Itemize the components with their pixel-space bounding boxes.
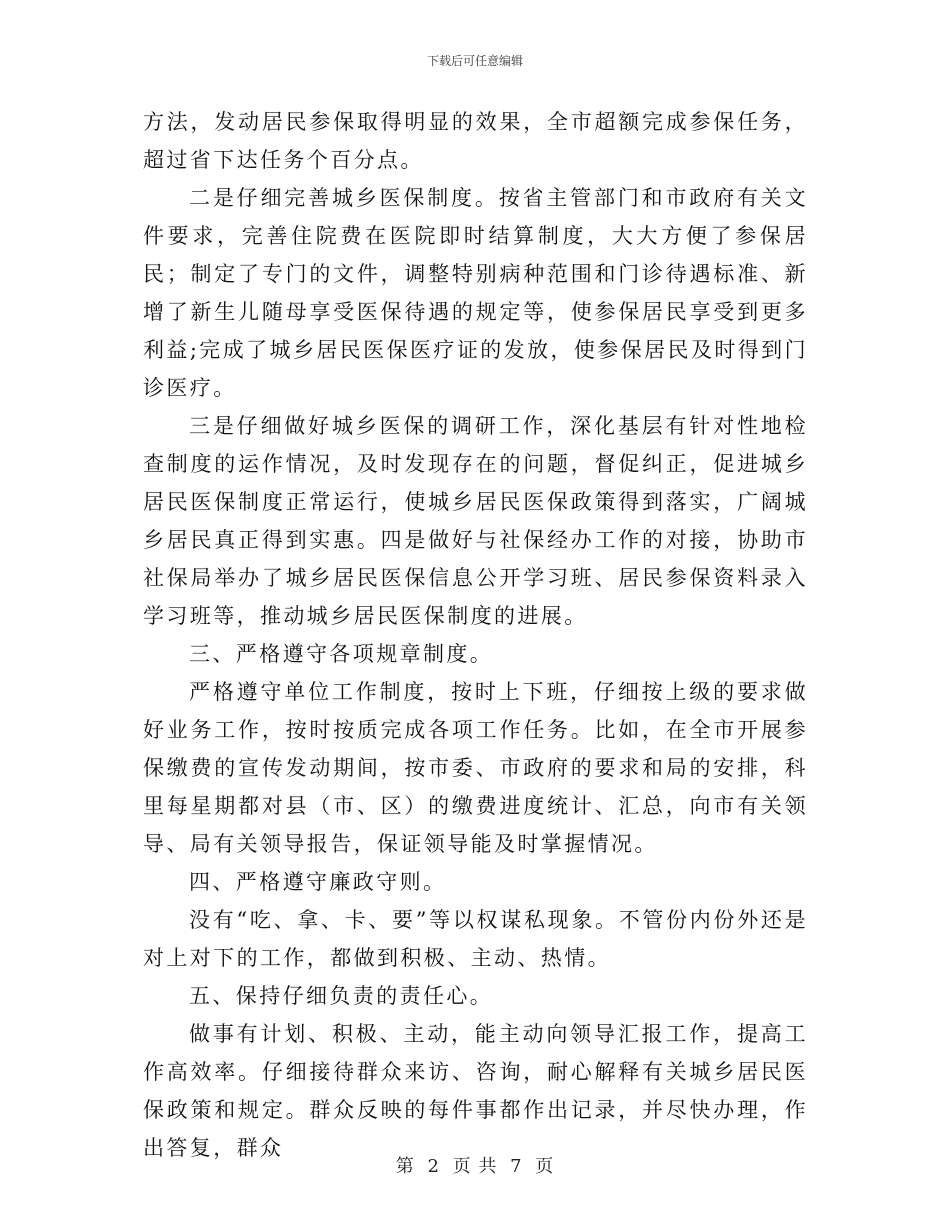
footer-middle: 页 共	[452, 1156, 498, 1177]
document-body	[143, 103, 808, 1167]
paragraph-3: 三是仔细做好城乡医保的调研工作，深化基层有针对性地检查制度的运作情况，及时发现存在的问题，督促纠正，促进城乡居民医保制度正常运行，使城乡居民医保政策得到落实，广阔城乡居民真正得到实惠。四是做好与社保经办工作的对接，协助市社保局举办了城乡居民医保信息公开学习班、居民参保资料录入学习班等，推动城乡居民医保制度的进展。	[143, 414, 808, 628]
section-heading-4: 四、严格遵守廉政守则。	[189, 870, 447, 894]
total-page-count: 7	[510, 1156, 523, 1177]
page-header-note: 下载后可任意编辑	[426, 54, 523, 68]
current-page-number: 2	[427, 1156, 440, 1177]
paragraph-5: 严格遵守单位工作制度，按时上下班，仔细按上级的要求做好业务工作，按时按质完成各项工作任务。比如，在全市开展参保缴费的宣传发动期间，按市委、市政府的要求和局的安排，科里每星期都对县（市、区）的缴费进度统计、汇总，向市有关领导、局有关领导报告，保证领导能及时掌握情况。	[143, 680, 808, 856]
paragraph-7: 没有“吃、拿、卡、要”等以权谋私现象。不管份内份外还是对上对下的工作，都做到积极、主动、热情。	[143, 908, 808, 970]
paragraph-2: 二是仔细完善城乡医保制度。按省主管部门和市政府有关文件要求，完善住院费在医院即时结算制度，大大方便了参保居民；制定了专门的文件，调整特别病种范围和门诊待遇标准、新增了新生儿随母享受医保待遇的规定等，使参保居民享受到更多利益;完成了城乡居民医保医疗证的发放，使参保居民及时得到门诊医疗。	[143, 186, 808, 400]
footer-prefix: 第	[395, 1156, 415, 1177]
section-heading-5: 五、保持仔细负责的责任心。	[189, 984, 494, 1008]
page-number-footer	[0, 1156, 950, 1178]
section-heading-3: 三、严格遵守各项规章制度。	[189, 642, 494, 666]
paragraph-9: 做事有计划、积极、主动，能主动向领导汇报工作，提高工作高效率。仔细接待群众来访、咨询，耐心解释有关城乡居民医保政策和规定。群众反映的每件事都作出记录，并尽快办理，作出答复，群众	[143, 1022, 808, 1160]
footer-suffix: 页	[535, 1156, 555, 1177]
paragraph-1: 方法，发动居民参保取得明显的效果，全市超额完成参保任务，超过省下达任务个百分点。	[143, 110, 808, 172]
